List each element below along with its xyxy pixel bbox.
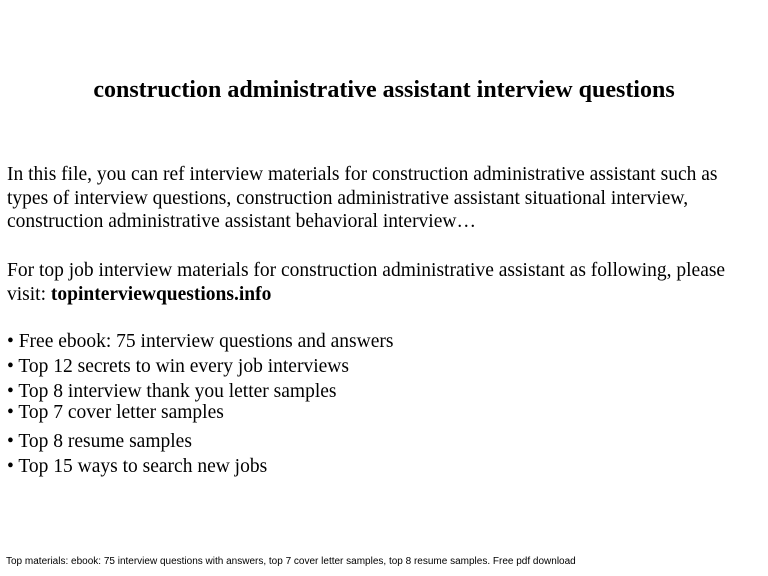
footer-note: Top materials: ebook: 75 interview questions with answers, top 7 cover letter samples, top 8 resume samples. Free pdf download <box>6 556 576 567</box>
list-item: • Top 8 interview thank you letter samples <box>7 381 337 402</box>
list-item: • Top 7 cover letter samples <box>7 402 224 423</box>
resource-list <box>7 329 393 479</box>
list-item: • Top 8 resume samples <box>7 431 192 452</box>
list-item: • Top 12 secrets to win every job interviews <box>7 356 349 377</box>
site-link[interactable]: topinterviewquestions.info <box>50 283 272 305</box>
page-title: construction administrative assistant interview questions <box>93 77 675 103</box>
intro-paragraph: In this file, you can ref interview materials for construction administrative assistant such as types of interview questions, construction administrative assistant situational interview, construction administrative assistant behavioral interview… <box>7 164 718 232</box>
visit-text: For top job interview materials for construction administrative assistant as following, please visit: <box>7 260 726 305</box>
visit-paragraph <box>7 259 762 306</box>
list-item: • Top 15 ways to search new jobs <box>7 456 268 477</box>
list-item: • Free ebook: 75 interview questions and answers <box>7 331 394 352</box>
